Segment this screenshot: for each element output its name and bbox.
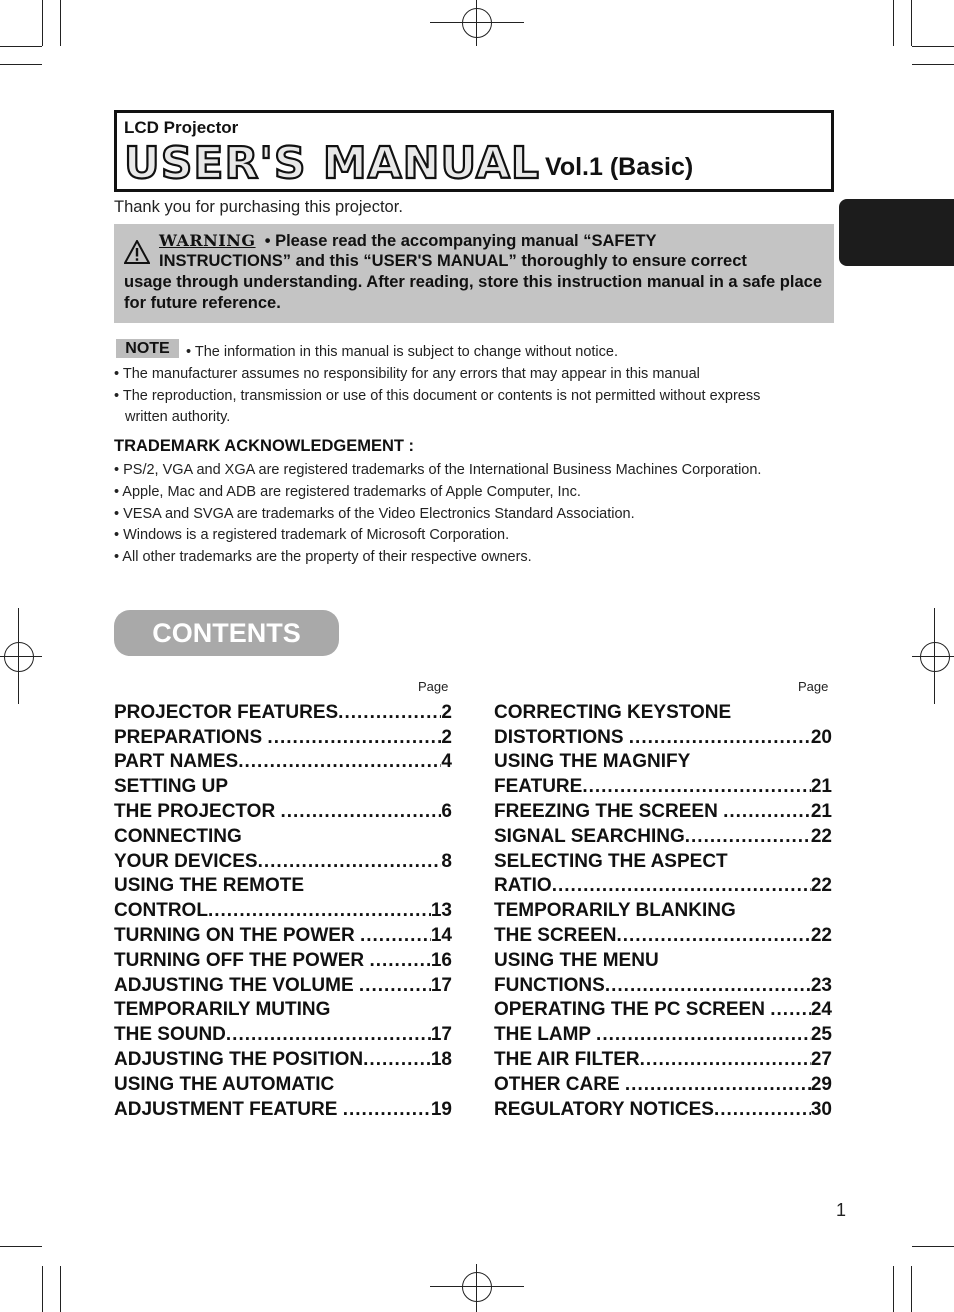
toc-entry-page: 21 (810, 776, 832, 798)
volume-label: Vol.1 (Basic) (545, 153, 694, 181)
toc-entry (494, 1096, 832, 1121)
toc-entry (114, 1046, 452, 1071)
toc-entry (494, 749, 832, 774)
toc-leader-dots (338, 702, 441, 724)
toc-entry-title: OPERATING THE PC SCREEN (494, 999, 771, 1021)
warning-line-1: WARNING • Please read the accompanying manual “SAFETY (159, 231, 657, 250)
toc-entry (494, 823, 832, 848)
toc-entry-title: CONTROL (114, 900, 208, 922)
toc-entry-title: SETTING UP (114, 776, 229, 798)
toc-entry-page: 22 (810, 924, 832, 946)
toc-entry (114, 848, 452, 873)
toc-entry-page: 2 (441, 726, 452, 748)
toc-entry-title: ADJUSTING THE VOLUME (114, 974, 359, 996)
toc-entry (494, 972, 832, 997)
toc-left-column (114, 699, 452, 1121)
toc-leader-dots (625, 1074, 811, 1096)
toc-leader-dots (616, 925, 810, 947)
toc-leader-dots (267, 727, 441, 749)
toc-leader-dots (629, 727, 811, 749)
trademark-heading: TRADEMARK ACKNOWLEDGEMENT : (114, 437, 415, 455)
toc-leader-dots (238, 751, 441, 773)
toc-entry (494, 798, 832, 823)
toc-leader-dots (596, 1024, 811, 1046)
toc-entry (114, 922, 452, 947)
toc-entry-title: SELECTING THE ASPECT (494, 850, 728, 872)
warning-box (114, 224, 834, 323)
trademark-item: • PS/2, VGA and XGA are registered trademarks of the International Business Machines Corporation. (114, 462, 762, 478)
toc-entry-title: USING THE MAGNIFY (494, 751, 691, 773)
toc-entry-title: TURNING OFF THE POWER (114, 949, 370, 971)
note-item: written authority. (125, 409, 231, 425)
toc-leader-dots (714, 1099, 811, 1121)
manual-title: USER'S MANUAL (124, 138, 540, 189)
toc-entry-page: 22 (810, 875, 832, 897)
toc-leader-dots (605, 975, 811, 997)
toc-right-column (494, 699, 832, 1121)
warning-word: WARNING (159, 231, 256, 250)
toc-entry (114, 972, 452, 997)
toc-entry (494, 922, 832, 947)
toc-entry (494, 947, 832, 972)
toc-entry-page: 21 (810, 800, 832, 822)
warning-triangle-icon (124, 240, 150, 264)
page-column-label: Page (418, 679, 449, 694)
warning-line-2: INSTRUCTIONS” and this “USER'S MANUAL” thoroughly to ensure correct (159, 252, 747, 270)
title-box (114, 110, 834, 192)
toc-entry (114, 798, 452, 823)
toc-leader-dots (258, 851, 442, 873)
note-item: • The manufacturer assumes no responsibility for any errors that may appear in this manual (114, 366, 700, 382)
toc-leader-dots (343, 1099, 431, 1121)
toc-entry-page: 13 (430, 900, 452, 922)
toc-entry-title: SIGNAL SEARCHING (494, 825, 685, 847)
toc-leader-dots (640, 1049, 811, 1071)
toc-leader-dots (369, 950, 430, 972)
toc-leader-dots (770, 999, 811, 1021)
toc-entry (494, 897, 832, 922)
toc-entry-page: 16 (430, 949, 452, 971)
toc-entry-title: TEMPORARILY MUTING (114, 999, 331, 1021)
toc-entry (114, 699, 452, 724)
toc-entry (494, 848, 832, 873)
toc-entry-title: FREEZING THE SCREEN (494, 800, 724, 822)
toc-leader-dots (685, 826, 811, 848)
note-item: • The information in this manual is subject to change without notice. (186, 344, 618, 360)
toc-entry-title: FUNCTIONS (494, 974, 605, 996)
toc-entry-title: THE PROJECTOR (114, 800, 281, 822)
toc-entry-page: 22 (810, 825, 832, 847)
toc-entry-title: USING THE MENU (494, 949, 659, 971)
trademark-item: • Windows is a registered trademark of Microsoft Corporation. (114, 527, 510, 543)
trademark-item: • All other trademarks are the property of their respective owners. (114, 549, 532, 565)
toc-entry-title: RATIO (494, 875, 552, 897)
toc-entry-page: 20 (810, 726, 832, 748)
toc-entry (114, 873, 452, 898)
toc-entry-title: THE AIR FILTER (494, 1048, 640, 1070)
toc-entry-title: PROJECTOR FEATURES (114, 701, 339, 723)
toc-entry-page: 17 (430, 1024, 452, 1046)
toc-entry-title: TURNING ON THE POWER (114, 924, 360, 946)
toc-entry-title: FEATURE (494, 776, 583, 798)
toc-entry-title: DISTORTIONS (494, 726, 629, 748)
toc-entry-page: 4 (441, 751, 452, 773)
toc-leader-dots (208, 900, 431, 922)
toc-entry (114, 997, 452, 1022)
toc-entry (494, 1046, 832, 1071)
toc-entry (114, 1021, 452, 1046)
toc-entry-page: 14 (430, 924, 452, 946)
toc-entry-title: THE SOUND (114, 1024, 226, 1046)
page-number: 1 (836, 1200, 847, 1220)
toc-leader-dots (363, 1049, 431, 1071)
toc-entry-title: PREPARATIONS (114, 726, 268, 748)
toc-leader-dots (723, 801, 811, 823)
toc-entry (494, 1021, 832, 1046)
toc-entry-page: 25 (810, 1024, 832, 1046)
toc-entry-page: 8 (441, 850, 452, 872)
toc-entry (494, 699, 832, 724)
toc-entry (494, 724, 832, 749)
trademark-item: • Apple, Mac and ADB are registered trademarks of Apple Computer, Inc. (114, 484, 581, 500)
toc-entry-title: THE SCREEN (494, 924, 617, 946)
toc-entry-title: USING THE AUTOMATIC (114, 1073, 335, 1095)
toc-entry-title: OTHER CARE (494, 1073, 625, 1095)
toc-leader-dots (280, 801, 441, 823)
trademark-item: • VESA and SVGA are trademarks of the Video Electronics Standard Association. (114, 506, 635, 522)
intro-text: Thank you for purchasing this projector. (114, 198, 403, 216)
toc-entry-page: 30 (810, 1098, 832, 1120)
toc-leader-dots (359, 975, 431, 997)
warning-line-3: usage through understanding. After reading, store this instruction manual in a safe place for future reference. (124, 273, 822, 312)
toc-entry-page: 17 (430, 974, 452, 996)
toc-entry-title: ADJUSTING THE POSITION (114, 1048, 364, 1070)
toc-entry (114, 773, 452, 798)
toc-entry (114, 897, 452, 922)
toc-entry (494, 773, 832, 798)
toc-entry-page: 19 (430, 1098, 452, 1120)
toc-entry-page: 18 (430, 1048, 452, 1070)
toc-entry (114, 1071, 452, 1096)
toc-entry (114, 724, 452, 749)
toc-entry-title: REGULATORY NOTICES (494, 1098, 714, 1120)
toc-entry (114, 1096, 452, 1121)
toc-entry (114, 823, 452, 848)
note-badge: NOTE (116, 339, 179, 358)
product-name: LCD Projector (124, 118, 239, 137)
page-column-label: Page (798, 679, 829, 694)
toc-entry-title: CORRECTING KEYSTONE (494, 701, 732, 723)
toc-entry-title: CONNECTING (114, 825, 242, 847)
toc-leader-dots (360, 925, 431, 947)
toc-entry-title: YOUR DEVICES (114, 850, 258, 872)
toc-entry-page: 6 (441, 800, 452, 822)
contents-heading: CONTENTS (114, 610, 339, 656)
note-item: • The reproduction, transmission or use of this document or contents is not permitted without express (114, 388, 761, 404)
toc-leader-dots (582, 776, 811, 798)
toc-entry-title: ADJUSTMENT FEATURE (114, 1098, 343, 1120)
toc-entry (494, 997, 832, 1022)
toc-entry-page: 23 (810, 974, 832, 996)
toc-entry (114, 947, 452, 972)
section-tab (839, 199, 954, 266)
toc-entry-title: THE LAMP (494, 1024, 597, 1046)
toc-entry (114, 749, 452, 774)
toc-entry-page: 27 (810, 1048, 832, 1070)
toc-leader-dots (226, 1024, 431, 1046)
toc-leader-dots (552, 875, 811, 897)
toc-entry (494, 1071, 832, 1096)
toc-entry-title: USING THE REMOTE (114, 875, 305, 897)
toc-entry-title: PART NAMES (114, 751, 239, 773)
toc-entry-page: 24 (810, 999, 832, 1021)
toc-entry-page: 29 (810, 1073, 832, 1095)
toc-entry-page: 2 (441, 701, 452, 723)
toc-entry-title: TEMPORARILY BLANKING (494, 900, 736, 922)
toc-entry (494, 873, 832, 898)
